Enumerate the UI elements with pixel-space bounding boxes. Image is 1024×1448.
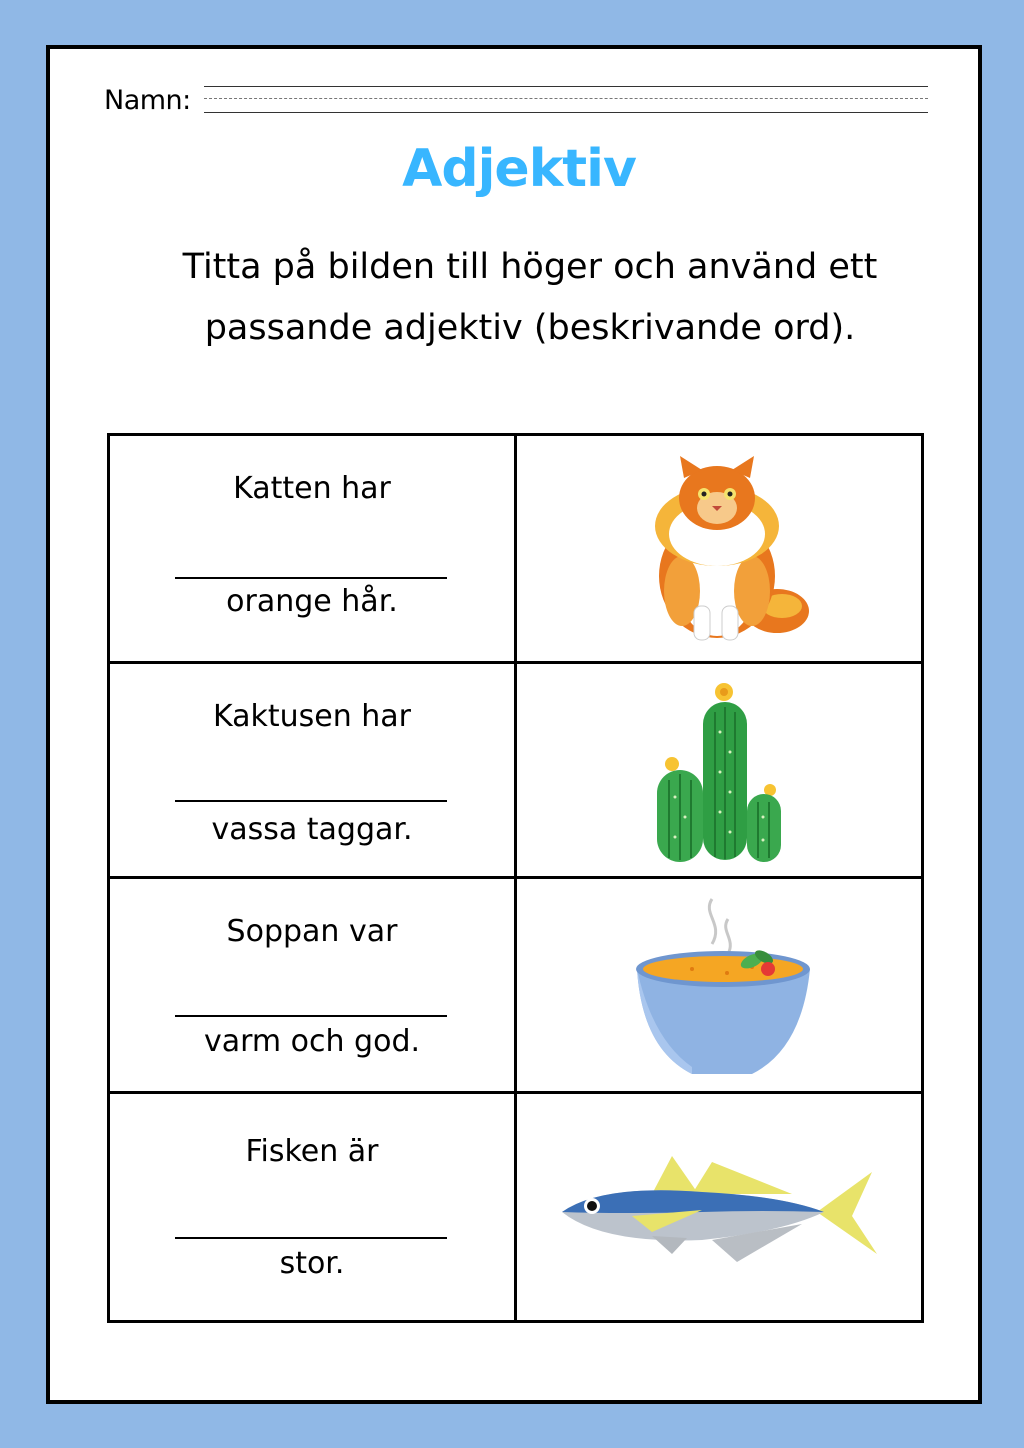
picture-cell: [517, 436, 921, 661]
sentence-ending: orange hår.: [226, 584, 398, 619]
page-title: Adjektiv: [402, 139, 636, 199]
fish-picture: [562, 1154, 882, 1274]
answer-line[interactable]: [175, 800, 447, 802]
picture-cell: [517, 664, 921, 879]
answer-line[interactable]: [175, 1237, 447, 1239]
table-row: [110, 1091, 921, 1323]
sentence-cell: [110, 879, 514, 1094]
name-label: Namn:: [104, 85, 191, 116]
picture-cell: [517, 1094, 921, 1323]
answer-line[interactable]: [175, 1015, 447, 1017]
instructions-line-1: Titta på bilden till höger och använd ett: [182, 247, 878, 287]
worksheet: [46, 45, 982, 1404]
instructions-line-2: passande adjektiv (beskrivande ord).: [204, 308, 856, 348]
sentence-prompt: Soppan var: [226, 914, 398, 949]
sentence-ending: vassa taggar.: [211, 812, 413, 847]
cat-picture: [632, 456, 812, 646]
name-writing-lines[interactable]: [204, 82, 928, 116]
instructions: [150, 237, 910, 359]
sentence-cell: [110, 1094, 514, 1323]
sentence-prompt: Fisken är: [245, 1134, 379, 1169]
sentence-cell: [110, 436, 514, 661]
sentence-cell: [110, 664, 514, 879]
answer-line[interactable]: [175, 577, 447, 579]
soup-bowl-picture: [632, 889, 812, 1084]
sentence-ending: varm och god.: [203, 1024, 421, 1059]
table-row: [110, 436, 921, 661]
cactus-picture: [657, 682, 787, 867]
table-row: [110, 876, 921, 1094]
sentence-prompt: Kaktusen har: [212, 699, 412, 734]
exercise-table: [107, 433, 924, 1323]
sentence-ending: stor.: [279, 1246, 345, 1281]
picture-cell: [517, 879, 921, 1094]
table-row: [110, 661, 921, 879]
sentence-prompt: Katten har: [233, 471, 391, 506]
